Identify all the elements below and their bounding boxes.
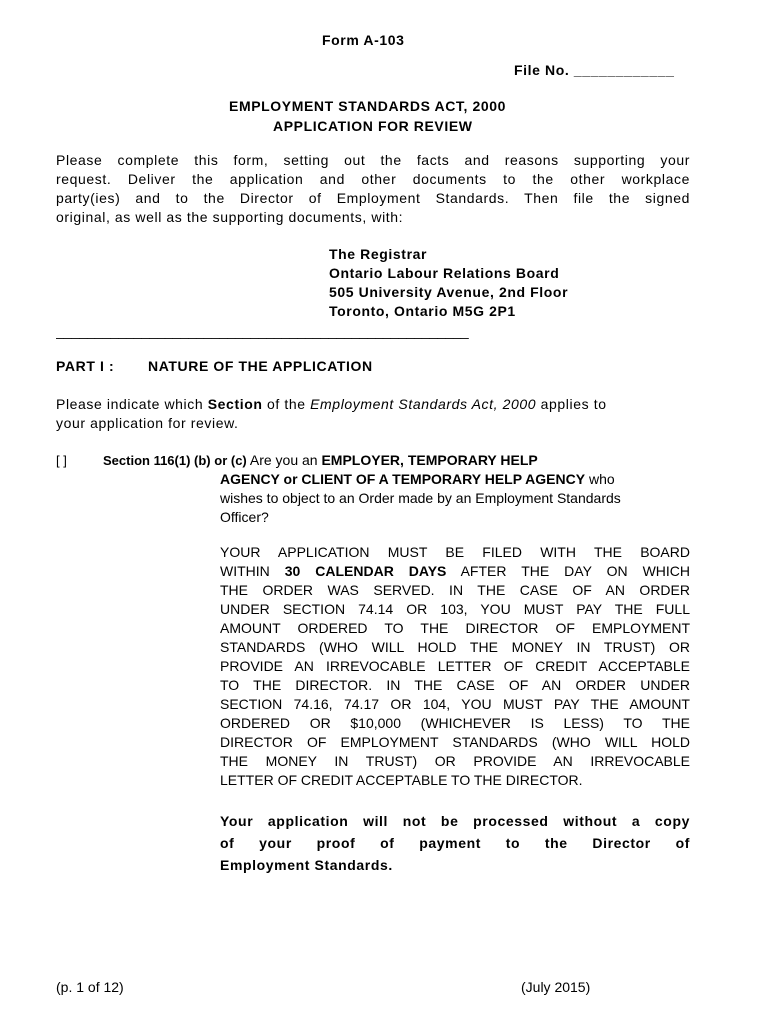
filing-notice: YOUR APPLICATION MUST BE FILED WITH THE BOARD WITHIN 30 CALENDAR DAYS AFTER THE DAY ON WHICH THE ORDER WAS SERVED. IN THE CASE OF AN ORDER UNDER SECTION 74.14 OR 103, YOU MUST PAY THE FULL AMOUNT ORDERED TO THE DIRECTOR OF EMPLOYMENT STANDARDS (WHO WILL HOLD THE MONEY IN TRUST) OR PROVIDE AN IRREVOCABLE LETTER OF CREDIT ACCEPTABLE TO THE DIRECTOR. IN THE CASE OF AN ORDER UNDER SECTION 74.16, 74.17 OR 104, YOU MUST PAY THE AMOUNT ORDERED OR $10,000 (WHICHEVER IS LESS) TO THE DIRECTOR OF EMPLOYMENT STANDARDS (WHO WILL HOLD THE MONEY IN TRUST) OR PROVIDE AN IRREVOCABLE LETTER OF CREDIT ACCEPTABLE TO THE DIRECTOR. [220, 544, 691, 788]
part-title: NATURE OF THE APPLICATION [148, 358, 373, 374]
separator-line: _____________________________________________________ [56, 323, 469, 339]
section-116-question: Section 116(1) (b) or (c) Are you an EMPLOYER, TEMPORARY HELP [103, 452, 538, 468]
address-line: Ontario Labour Relations Board [329, 265, 560, 281]
form-number: Form A-103 [322, 32, 405, 48]
section-instruction: Please indicate which Section of the Employment Standards Act, 2000 applies to [56, 396, 607, 412]
intro-paragraph [56, 151, 690, 227]
intro-line: request. Deliver the application and other documents to the other workplace [56, 171, 690, 187]
section-instruction-line2: your application for review. [56, 415, 239, 431]
address-line: The Registrar [329, 246, 428, 262]
page-number: (p. 1 of 12) [56, 979, 124, 995]
section-116-checkbox[interactable]: [ ] [56, 453, 67, 468]
registrar-address [329, 245, 568, 321]
revision-date: (July 2015) [521, 979, 591, 995]
part-label: PART I : [56, 358, 115, 374]
act-title: EMPLOYMENT STANDARDS ACT, 2000 [229, 98, 507, 114]
payment-warning: Your application will not be processed without a copy of your proof of payment to the Director of Employment Standards. [220, 813, 690, 873]
question-continuation: AGENCY or CLIENT OF A TEMPORARY HELP AGENCY who wishes to object to an Order made by an Employment Standards Officer? [220, 471, 621, 525]
intro-line: party(ies) and to the Director of Employment Standards. Then file the signed [56, 190, 690, 206]
intro-line: original, as well as the supporting documents, with: [56, 209, 404, 225]
intro-line: Please complete this form, setting out the facts and reasons supporting your [56, 152, 690, 168]
application-title: APPLICATION FOR REVIEW [273, 118, 473, 134]
address-line: 505 University Avenue, 2nd Floor [329, 284, 569, 300]
file-number: File No. ____________ [514, 62, 675, 78]
address-line: Toronto, Ontario M5G 2P1 [329, 303, 516, 319]
